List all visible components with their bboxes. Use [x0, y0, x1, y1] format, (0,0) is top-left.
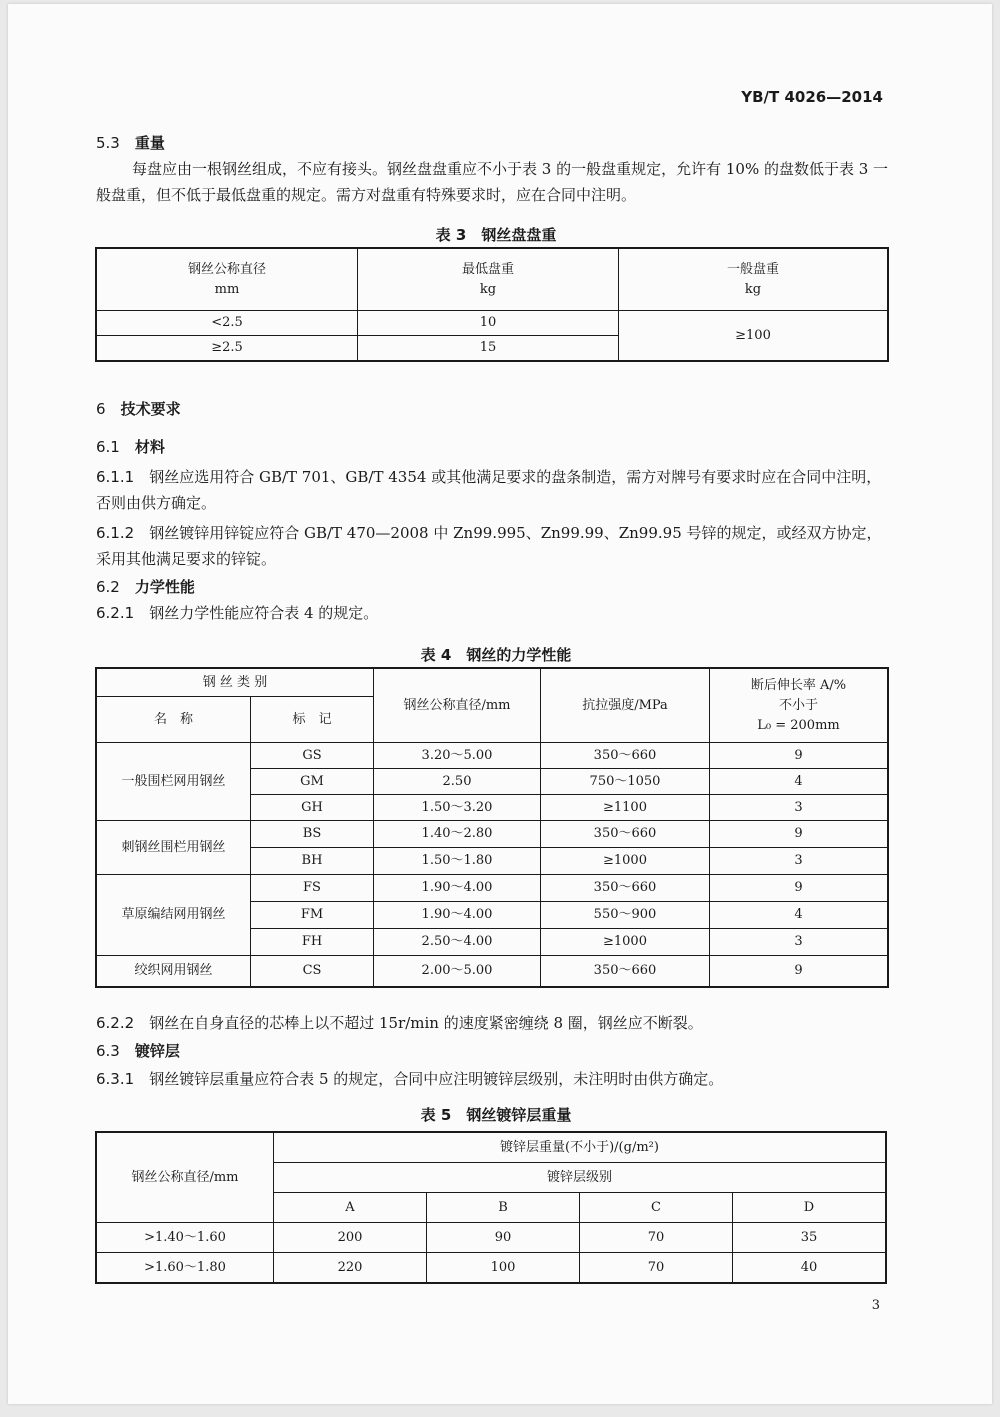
- t3-header-general-weight: 一般盘重 kg: [619, 249, 888, 311]
- section-6-1-2: 6.1.2 钢丝镀锌用锌锭应符合 GB/T 470—2008 中 Zn99.995、Zn99.99、Zn99.95 号锌的规定，或经双方协定，采用其他满足要求的锌锭。: [96, 524, 882, 568]
- t4-cell: 1.90～4.00: [374, 902, 541, 929]
- t3-cell: 10: [358, 311, 619, 336]
- section-6-1-1: 6.1.1 钢丝应选用符合 GB/T 701、GB/T 4354 或其他满足要求的盘条制造，需方对牌号有要求时应在合同中注明，否则由供方确定。: [96, 468, 882, 512]
- t4-cell: GM: [251, 769, 374, 795]
- section-5-3-heading: [96, 132, 165, 153]
- t4-cell: 3: [710, 848, 888, 875]
- t4-cell: BS: [251, 821, 374, 848]
- t5-header-diameter: 钢丝公称直径/mm: [97, 1133, 274, 1223]
- t4-header-strength: 抗拉强度/MPa: [541, 669, 710, 743]
- section-title: 重量: [134, 134, 165, 152]
- table-4: [96, 668, 888, 987]
- t4-header-category: 钢 丝 类 别: [97, 669, 374, 697]
- standard-number: YB/T 4026—2014: [741, 88, 883, 106]
- t5-cell: 100: [427, 1253, 580, 1283]
- page-number: 3: [871, 1298, 880, 1313]
- t4-cell: 1.50～3.20: [374, 795, 541, 821]
- table-5: [96, 1132, 886, 1283]
- t4-cell: 4: [710, 902, 888, 929]
- t4-group-name: 绞织网用钢丝: [97, 956, 251, 987]
- t3-cell: ≥2.5: [97, 336, 358, 361]
- t4-cell: 9: [710, 821, 888, 848]
- section-6-2-heading: 6.2 力学性能: [96, 578, 195, 596]
- t4-cell: 2.50: [374, 769, 541, 795]
- t5-cell: 90: [427, 1223, 580, 1253]
- t3-cell: <2.5: [97, 311, 358, 336]
- section-5-3-text: 每盘应由一根钢丝组成，不应有接头。钢丝盘盘重应不小于表 3 的一般盘重规定，允许有 10% 的盘数低于表 3 一般盘重，但不低于最低盘重的规定。需方对盘重有特殊要求时，应在合同中注明。: [96, 160, 889, 204]
- t4-cell: ≥1000: [541, 848, 710, 875]
- t5-cell: >1.60～1.80: [97, 1253, 274, 1283]
- t5-cell: 35: [733, 1223, 886, 1253]
- t5-cell: 220: [274, 1253, 427, 1283]
- t4-cell: 1.40～2.80: [374, 821, 541, 848]
- t5-cell: 70: [580, 1253, 733, 1283]
- t4-cell: 750～1050: [541, 769, 710, 795]
- section-6-1-heading: 6.1 材料: [96, 438, 165, 456]
- table4-caption: 表 4 钢丝的力学性能: [420, 646, 572, 664]
- t4-cell: 350～660: [541, 956, 710, 987]
- t5-header-weight: 镀锌层重量(不小于)/(g/m²): [274, 1133, 886, 1163]
- t5-cell: 40: [733, 1253, 886, 1283]
- t3-header-diameter: 钢丝公称直径 mm: [97, 249, 358, 311]
- t4-cell: 3.20～5.00: [374, 743, 541, 769]
- t4-cell: 2.50～4.00: [374, 929, 541, 956]
- table3-caption: 表 3 钢丝盘盘重: [435, 226, 557, 244]
- t5-grade: D: [733, 1193, 886, 1223]
- t5-cell: >1.40～1.60: [97, 1223, 274, 1253]
- section-6-2-2: 6.2.2 钢丝在自身直径的芯棒上以不超过 15r/min 的速度紧密缠绕 8 圈，钢丝应不断裂。: [96, 1014, 703, 1032]
- t4-group-name: 刺钢丝围栏用钢丝: [97, 821, 251, 875]
- t4-header-name: 名 称: [97, 697, 251, 743]
- section-6-heading: 6 技术要求: [96, 400, 181, 418]
- t4-cell: 4: [710, 769, 888, 795]
- t4-cell: 3: [710, 929, 888, 956]
- section-6-3-heading: 6.3 镀锌层: [96, 1042, 180, 1060]
- t4-group-name: 一般围栏网用钢丝: [97, 743, 251, 821]
- t5-header-grade: 镀锌层级别: [274, 1163, 886, 1193]
- t4-cell: 2.00～5.00: [374, 956, 541, 987]
- document-page: [8, 4, 992, 1404]
- t4-cell: BH: [251, 848, 374, 875]
- t4-cell: GH: [251, 795, 374, 821]
- t4-cell: 9: [710, 875, 888, 902]
- t4-cell: FS: [251, 875, 374, 902]
- t4-cell: 1.90～4.00: [374, 875, 541, 902]
- t4-cell: FH: [251, 929, 374, 956]
- section-6-2-1: 6.2.1 钢丝力学性能应符合表 4 的规定。: [96, 604, 379, 622]
- t5-cell: 70: [580, 1223, 733, 1253]
- t4-cell: GS: [251, 743, 374, 769]
- t3-cell-general: ≥100: [619, 311, 888, 361]
- t4-cell: 9: [710, 743, 888, 769]
- t5-grade: C: [580, 1193, 733, 1223]
- t4-cell: ≥1000: [541, 929, 710, 956]
- t4-cell: 350～660: [541, 821, 710, 848]
- t5-grade: A: [274, 1193, 427, 1223]
- t4-cell: CS: [251, 956, 374, 987]
- section-6-3-1: 6.3.1 钢丝镀锌层重量应符合表 5 的规定，合同中应注明镀锌层级别，未注明时由供方确定。: [96, 1070, 724, 1088]
- t4-cell: 350～660: [541, 875, 710, 902]
- table5-caption: 表 5 钢丝镀锌层重量: [420, 1106, 572, 1124]
- t4-cell: FM: [251, 902, 374, 929]
- t4-cell: 550～900: [541, 902, 710, 929]
- t4-cell: 1.50～1.80: [374, 848, 541, 875]
- t4-header-mark: 标 记: [251, 697, 374, 743]
- t5-grade: B: [427, 1193, 580, 1223]
- t4-header-elongation: 断后伸长率 A/% 不小于 L₀ = 200mm: [710, 669, 888, 743]
- table-3: [96, 248, 888, 361]
- t4-cell: 3: [710, 795, 888, 821]
- t5-cell: 200: [274, 1223, 427, 1253]
- t3-cell: 15: [358, 336, 619, 361]
- t4-cell: 350～660: [541, 743, 710, 769]
- t4-cell: 9: [710, 956, 888, 987]
- t4-header-diameter: 钢丝公称直径/mm: [374, 669, 541, 743]
- t4-cell: ≥1100: [541, 795, 710, 821]
- section-number: 5.3: [96, 134, 120, 152]
- t4-group-name: 草原编结网用钢丝: [97, 875, 251, 956]
- t3-header-min-weight: 最低盘重 kg: [358, 249, 619, 311]
